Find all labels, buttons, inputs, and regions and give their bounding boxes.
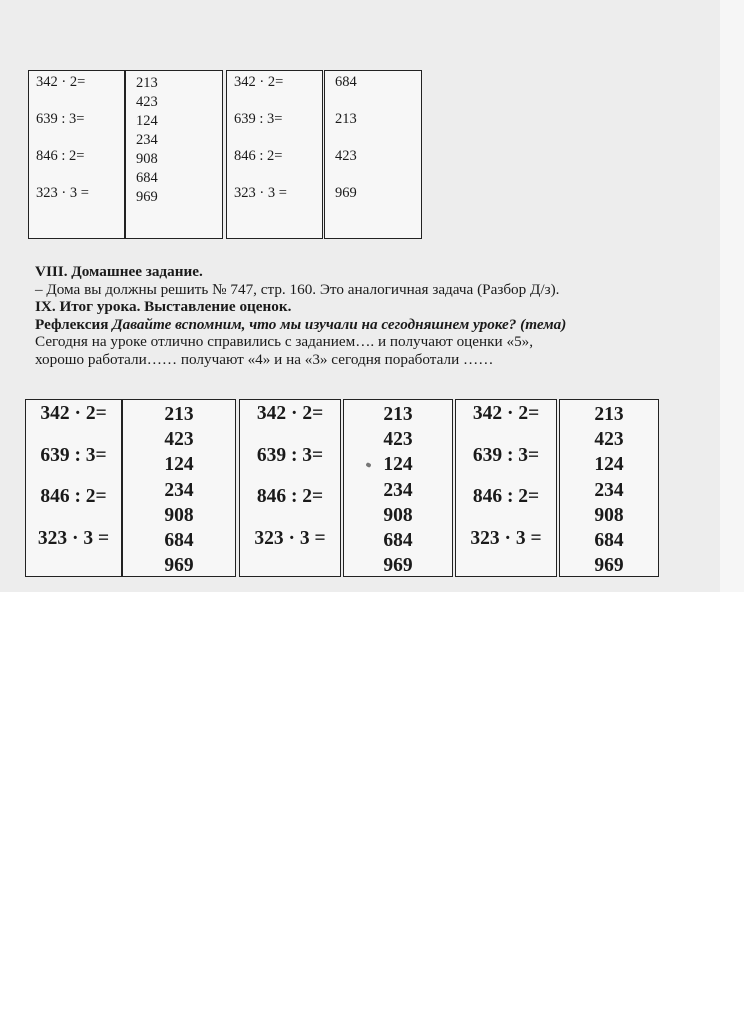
number-item: 423 (383, 429, 413, 451)
number-list (344, 400, 452, 578)
expression: 323 · 3 = (234, 185, 287, 201)
expression: 323 · 3 = (470, 528, 542, 549)
reflection-line (35, 316, 695, 334)
expression-card (25, 399, 122, 577)
expression: 342 · 2= (256, 403, 324, 424)
number-item: 124 (594, 454, 624, 476)
numbers-card (343, 399, 453, 577)
number-item: 908 (383, 504, 413, 526)
answers-box (324, 70, 422, 239)
numbers-card (559, 399, 659, 577)
number-list (560, 400, 658, 578)
number-item: 969 (136, 189, 158, 205)
expression-card (455, 399, 557, 577)
number-item: 124 (164, 454, 194, 476)
expression-box (28, 70, 125, 239)
section-heading: VIII. Домашнее задание. (35, 263, 203, 280)
expression: 639 : 3= (256, 445, 324, 466)
number-item: 684 (594, 529, 624, 551)
expression: 639 : 3= (36, 111, 85, 127)
number-item: 213 (164, 404, 194, 425)
reflection-label: Рефлексия (35, 315, 113, 333)
number-item: 213 (136, 75, 158, 91)
number-item: 684 (383, 529, 413, 551)
expression: 342 · 2= (36, 74, 86, 90)
expression-card (239, 399, 341, 577)
expression: 846 : 2= (36, 148, 85, 164)
expression: 846 : 2= (234, 148, 283, 164)
scan-edge (720, 0, 744, 592)
number-item: 423 (136, 94, 158, 110)
number-item: 908 (136, 151, 158, 167)
grades-line: Сегодня на уроке отлично справились с заданием…. и получают оценки «5», (35, 333, 534, 351)
answer: 684 (335, 74, 357, 90)
number-item: 234 (383, 479, 413, 501)
number-list (126, 71, 222, 207)
expression: 639 : 3= (40, 445, 107, 466)
expression: 846 : 2= (40, 486, 107, 507)
number-item: 969 (383, 555, 413, 577)
number-item: 908 (594, 504, 624, 526)
number-item: 213 (594, 404, 624, 425)
expression: 846 : 2= (256, 486, 324, 507)
expression: 846 : 2= (472, 486, 540, 507)
answer: 423 (335, 148, 357, 164)
number-list (123, 400, 235, 578)
expression: 639 : 3= (234, 111, 283, 127)
expression: 323 · 3 = (37, 528, 110, 549)
reflection-question: Давайте вспомним, что мы изучали на сегодняшнем уроке? (тема) (112, 315, 567, 333)
lesson-text (35, 263, 695, 369)
number-item: 684 (164, 529, 194, 551)
expression: 342 · 2= (472, 403, 540, 424)
answer: 213 (335, 111, 357, 127)
expression: 342 · 2= (234, 74, 284, 90)
number-item: 969 (164, 555, 194, 577)
expression-box (226, 70, 323, 239)
number-item: 213 (383, 404, 413, 425)
grades-line: хорошо работали…… получают «4» и на «3» сегодня поработали …… (35, 350, 494, 368)
number-item: 423 (594, 429, 624, 451)
number-item: 908 (164, 504, 194, 526)
expression: 342 · 2= (40, 403, 107, 424)
expression: 323 · 3 = (36, 185, 89, 201)
expression: 639 : 3= (472, 445, 540, 466)
homework-line: – Дома вы должны решить № 747, стр. 160. Это аналогичная задача (Разбор Д/з). (35, 280, 560, 298)
number-item: 124 (383, 454, 413, 476)
answer: 969 (335, 185, 357, 201)
number-item: 234 (136, 132, 158, 148)
number-item: 423 (164, 429, 194, 451)
number-item: 234 (164, 479, 194, 501)
number-item: 234 (594, 479, 624, 501)
expression: 323 · 3 = (254, 528, 326, 549)
section-heading: IX. Итог урока. Выставление оценок. (35, 298, 292, 316)
number-item: 969 (594, 555, 624, 577)
numbers-card (122, 399, 236, 577)
numbers-box (125, 70, 223, 239)
number-item: 124 (136, 113, 158, 129)
number-item: 684 (136, 170, 158, 186)
